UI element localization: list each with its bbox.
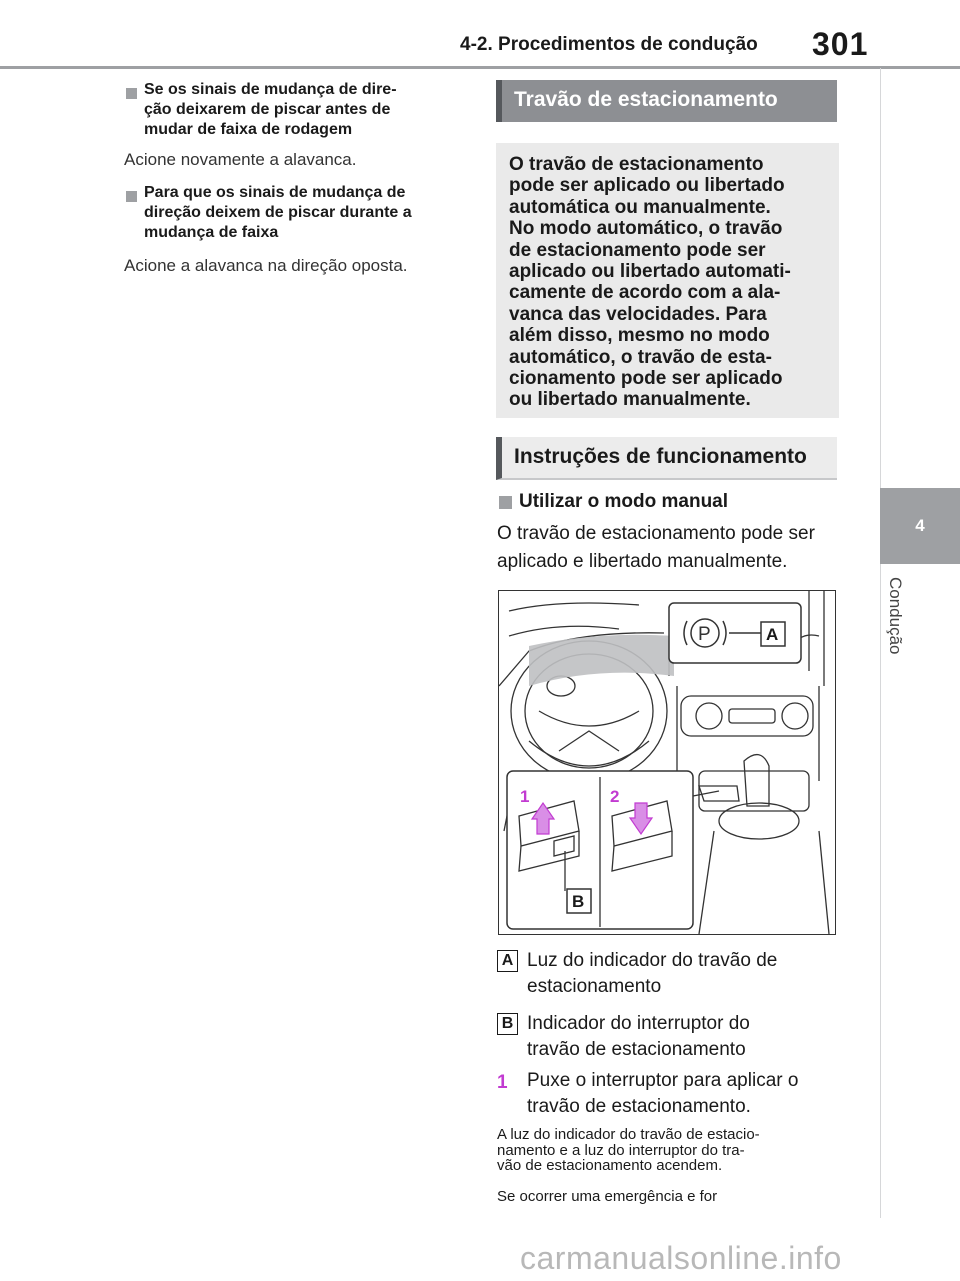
left-heading-1: Se os sinais de mudança de dire- ção deixarem de piscar antes de mudar de faixa de rodagem	[144, 81, 397, 138]
banner-instructions: Instruções de funcionamento	[496, 437, 837, 480]
side-divider	[880, 68, 881, 1218]
step-desc: Puxe o interruptor para aplicar o travão de estacionamento.	[527, 1070, 799, 1117]
subheading-manual-mode: Utilizar o modo manual	[519, 491, 729, 512]
banner-parking-brake: Travão de estacionamento	[496, 80, 837, 122]
legend-desc-a: Luz do indicador do travão de estacionamento	[527, 950, 778, 997]
bullet-square-3	[499, 496, 512, 514]
left-body-2: Acione a alavanca na direção oposta.	[124, 256, 408, 275]
callout-a-label: A	[766, 625, 779, 644]
legend-key-b: B	[497, 1013, 518, 1035]
header-rule	[0, 66, 960, 69]
step-number: 1	[497, 1072, 508, 1093]
intro-text: O travão de estacionamento pode ser aplicado ou libertado automática ou manualmente. No modo automático, o travão de estacionamento pode ser aplicado ou libertado automati- camente de acordo com a ala- vanca das velocidades. Para além disso, mesmo no modo automático, o travão de esta- cionamento pode ser aplicado ou libertado manualmente.	[509, 154, 791, 411]
page-number: 301	[812, 26, 869, 62]
step-2-marker: 2	[610, 787, 620, 806]
manual-mode-body: O travão de estacionamento pode ser aplicado e libertado manualmente.	[497, 523, 815, 572]
dashboard-drawing	[499, 591, 835, 934]
chapter-label-wrap	[886, 577, 960, 655]
svg-text:P: P	[698, 624, 711, 645]
legend-key-a: A	[497, 950, 518, 972]
legend-desc-b: Indicador do interruptor do travão de estacionamento	[527, 1013, 750, 1060]
left-body-1: Acione novamente a alavanca.	[124, 150, 357, 169]
section-title: 4-2. Procedimentos de condução	[460, 34, 758, 55]
parking-brake-illustration	[498, 590, 836, 935]
callout-b-label: B	[572, 892, 585, 911]
bullet-square-1	[126, 86, 137, 104]
step-1-marker: 1	[520, 787, 530, 806]
note-text: A luz do indicador do travão de estacio- namento e a luz do interruptor do tra- vão de estacionamento acendem.	[497, 1126, 760, 1174]
watermark: carmanualsonline.info	[520, 1240, 842, 1276]
chapter-tab[interactable]	[880, 488, 960, 564]
bullet-square-2	[126, 189, 137, 207]
left-heading-2: Para que os sinais de mudança de direção deixem de piscar durante a mudança de faixa	[144, 184, 412, 241]
note-text-continued: Se ocorrer uma emergência e for	[497, 1188, 718, 1205]
chapter-label: Condução	[886, 577, 905, 655]
chapter-number: 4	[915, 516, 925, 535]
